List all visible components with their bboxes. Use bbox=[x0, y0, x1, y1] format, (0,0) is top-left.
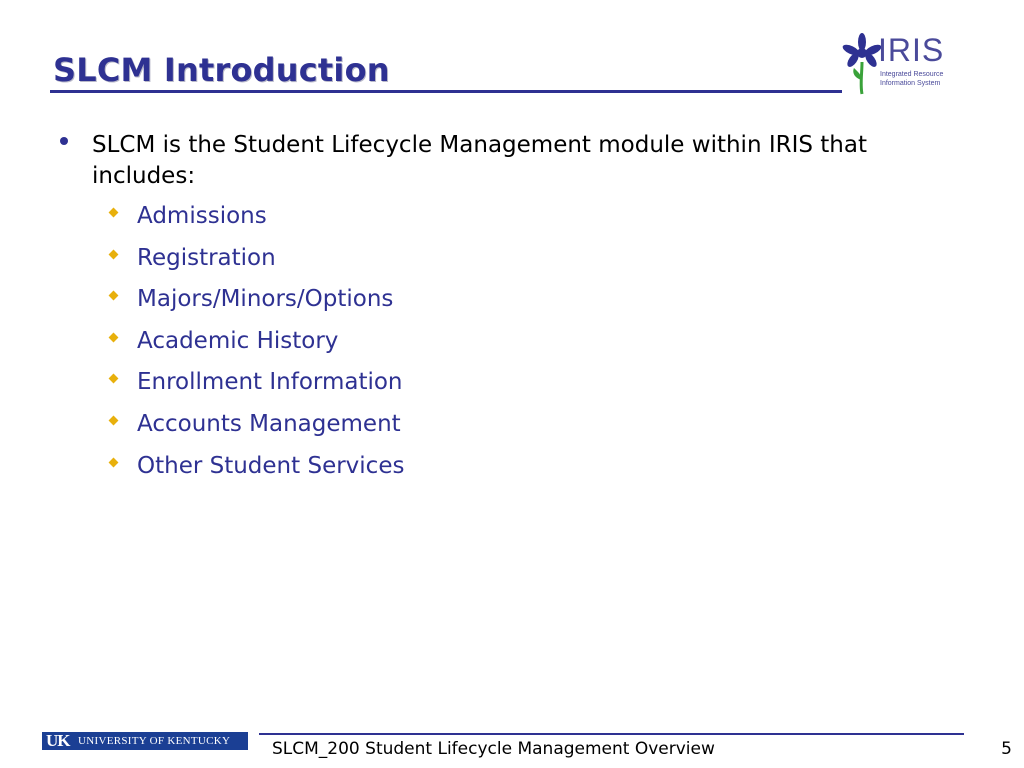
sub-bullet-text: Academic History bbox=[137, 327, 339, 354]
sub-bullet-item bbox=[106, 367, 960, 409]
sub-bullet-text: Registration bbox=[137, 244, 276, 271]
diamond-bullet-icon bbox=[109, 208, 119, 218]
sub-bullet-item bbox=[106, 284, 960, 326]
sub-bullet-text: Admissions bbox=[137, 203, 267, 229]
bullet-dot-icon bbox=[60, 137, 68, 145]
iris-logo-subtitle-line1: Integrated Resource bbox=[880, 71, 944, 78]
sub-bullet-item bbox=[106, 409, 960, 451]
slide-content bbox=[60, 130, 960, 492]
sub-bullet-item bbox=[106, 451, 960, 493]
diamond-bullet-icon bbox=[109, 416, 119, 426]
sub-bullet-text: Other Student Services bbox=[137, 452, 405, 479]
diamond-bullet-icon bbox=[109, 249, 119, 259]
sub-bullet-text: Majors/Minors/Options bbox=[137, 286, 394, 313]
iris-logo bbox=[842, 32, 952, 96]
uk-logo-text: UNIVERSITY OF KENTUCKY bbox=[78, 735, 231, 747]
iris-flower-icon bbox=[842, 32, 882, 96]
diamond-bullet-icon bbox=[109, 374, 119, 384]
iris-logo-subtitle bbox=[880, 70, 943, 88]
sub-bullet-list bbox=[60, 201, 960, 492]
diamond-bullet-icon bbox=[109, 291, 119, 301]
diamond-bullet-icon bbox=[109, 332, 119, 342]
sub-bullet-text: Enrollment Information bbox=[137, 369, 403, 396]
uk-logo-mark: UK bbox=[46, 731, 70, 750]
footer-rule bbox=[259, 733, 964, 735]
page-number: 5 bbox=[1001, 739, 1012, 759]
diamond-bullet-icon bbox=[109, 457, 119, 467]
sub-bullet-item bbox=[106, 326, 960, 368]
sub-bullet-text: Accounts Management bbox=[137, 410, 401, 437]
slide-title: SLCM Introduction bbox=[53, 51, 390, 89]
university-of-kentucky-logo bbox=[42, 732, 248, 750]
sub-bullet-item bbox=[106, 201, 960, 243]
main-bullet bbox=[60, 130, 960, 192]
iris-logo-subtitle-line2: Information System bbox=[880, 80, 941, 87]
main-bullet-text: SLCM is the Student Lifecycle Management module within IRIS that includes: bbox=[92, 132, 867, 189]
iris-logo-wordmark: IRIS bbox=[878, 32, 945, 68]
sub-bullet-item bbox=[106, 243, 960, 285]
title-underline bbox=[50, 90, 842, 93]
footer-title: SLCM_200 Student Lifecycle Management Overview bbox=[272, 739, 715, 759]
